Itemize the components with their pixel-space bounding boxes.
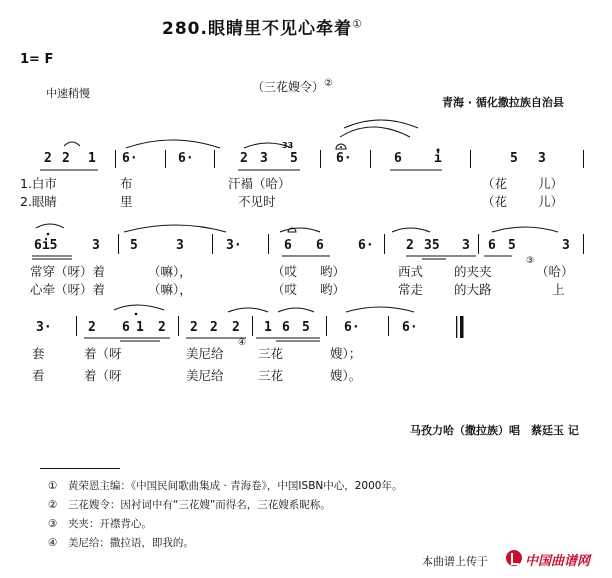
barline: [583, 234, 584, 254]
note: 1: [136, 320, 144, 335]
lyric: 嫂）；: [330, 346, 362, 361]
note: 2: [210, 320, 218, 335]
note: 6: [394, 151, 402, 166]
note: 35: [424, 238, 440, 253]
footnote-divider: [40, 468, 120, 469]
note: 3·: [36, 320, 52, 335]
lyric: 哟）: [320, 264, 346, 279]
note: 2: [240, 151, 248, 166]
note: 2: [158, 320, 166, 335]
barline: [583, 150, 584, 168]
note: 2: [190, 320, 198, 335]
note: 6·: [178, 151, 194, 166]
lyric: 常走: [398, 282, 424, 297]
note: 2: [62, 151, 70, 166]
lyric: （哈）: [536, 264, 574, 279]
lyric: 三花: [258, 368, 284, 383]
lyric: 里: [120, 194, 133, 209]
note: 6·: [344, 320, 360, 335]
note: 3: [538, 151, 546, 166]
song-title: 280.眼睛里不见心牵着①: [162, 17, 363, 39]
note: 6·: [402, 320, 418, 335]
logo-icon: [506, 550, 522, 566]
lyric: 三花: [258, 346, 284, 361]
barline: [252, 316, 253, 336]
note: 3·: [226, 238, 242, 253]
barline: [384, 234, 385, 254]
footnote: ③ 夹夹：开襟背心。: [48, 518, 152, 530]
lyric: 布: [120, 176, 133, 191]
lyric: 美尼给: [186, 346, 224, 361]
note: 3: [176, 238, 184, 253]
tune-subtitle: （三花嫂令）②: [252, 78, 333, 94]
barline: [212, 234, 213, 254]
barline: [165, 150, 166, 168]
note: 2: [88, 320, 96, 335]
footnote: ① 黄荣恩主编：《中国民间歌曲集成 · 青海卷》，中国ISBN中心，2000年。: [48, 480, 403, 492]
site-logo[interactable]: [506, 549, 604, 569]
logo-text: 中国曲谱网: [525, 554, 591, 569]
lyric: （花: [482, 176, 508, 191]
note: 1: [264, 320, 272, 335]
lyric: 儿）: [538, 176, 564, 191]
barline: [326, 316, 327, 336]
note: 5: [130, 238, 138, 253]
lyric: 美尼给: [186, 368, 224, 383]
note: 6·: [336, 151, 352, 166]
note: 6: [316, 238, 324, 253]
lyric: （哎: [272, 264, 298, 279]
note: 3: [260, 151, 268, 166]
note: 3: [92, 238, 100, 253]
barline: [214, 150, 215, 168]
lyric: 汗褟（哈）: [228, 176, 291, 191]
footnote: ② 三花嫂令：因衬词中有“三花嫂”而得名，三花嫂系昵称。: [48, 499, 331, 511]
barline: [388, 316, 389, 336]
lyric: （嘛），: [148, 282, 192, 297]
grace-notes: 33: [282, 141, 294, 150]
footnote-ref: ③: [526, 256, 535, 266]
barline: [118, 234, 119, 254]
note: 2: [232, 320, 240, 335]
lyric: 儿）: [538, 194, 564, 209]
lyric: 心牵（呀）着: [30, 282, 106, 297]
lyric: 套: [32, 346, 45, 361]
lyric: 上: [552, 282, 565, 297]
note: 1: [88, 151, 96, 166]
note: 5: [510, 151, 518, 166]
note: 2: [44, 151, 52, 166]
lyric: （嘛），: [148, 264, 192, 279]
barline: [178, 316, 179, 336]
key-signature: 1= F: [20, 52, 54, 67]
barline: [320, 150, 321, 168]
lyric: （花: [482, 194, 508, 209]
note: 6i5: [34, 238, 58, 253]
barline: [470, 150, 471, 168]
note: 6: [488, 238, 496, 253]
lyric: 西式: [398, 264, 424, 279]
lyric: （哎: [272, 282, 298, 297]
song-origin: 青海 · 循化撒拉族自治县: [442, 96, 564, 109]
lyric: 2.眼睛: [20, 194, 57, 209]
barline: [268, 234, 269, 254]
lyric: 常穿（呀）着: [30, 264, 106, 279]
lyric: 不见时: [238, 194, 276, 209]
note: 5: [302, 320, 310, 335]
note: 6: [122, 320, 130, 335]
performer-credit: 马孜力哈（撒拉族）唱 蔡廷玉 记: [410, 424, 579, 437]
upload-note: 本曲谱上传于: [422, 555, 488, 568]
tempo-marking: 中速稍慢: [46, 87, 90, 100]
footnote-ref: ④: [238, 338, 247, 348]
note: 6: [284, 238, 292, 253]
lyric: 哟）: [320, 282, 346, 297]
lyric: 着（呀: [84, 346, 122, 361]
barline: [370, 150, 371, 168]
footnote: ④ 美尼给：撒拉语，即我的。: [48, 537, 194, 549]
barline: [478, 234, 479, 254]
lyric: 1.白市: [20, 176, 57, 191]
note: 3: [562, 238, 570, 253]
note: 5: [508, 238, 516, 253]
note: 6·: [358, 238, 374, 253]
lyric: 看: [32, 368, 45, 383]
note: i: [434, 151, 442, 166]
note: 2: [406, 238, 414, 253]
lyric: 的夹夹: [454, 264, 492, 279]
lyric: 着（呀: [84, 368, 122, 383]
barline: [115, 150, 116, 168]
note: 6: [282, 320, 290, 335]
lyric: 的大路: [454, 282, 492, 297]
note: 3: [462, 238, 470, 253]
note: 5: [290, 151, 298, 166]
lyric: 嫂）。: [330, 368, 362, 383]
barline: [76, 316, 77, 336]
note: 6·: [122, 151, 138, 166]
